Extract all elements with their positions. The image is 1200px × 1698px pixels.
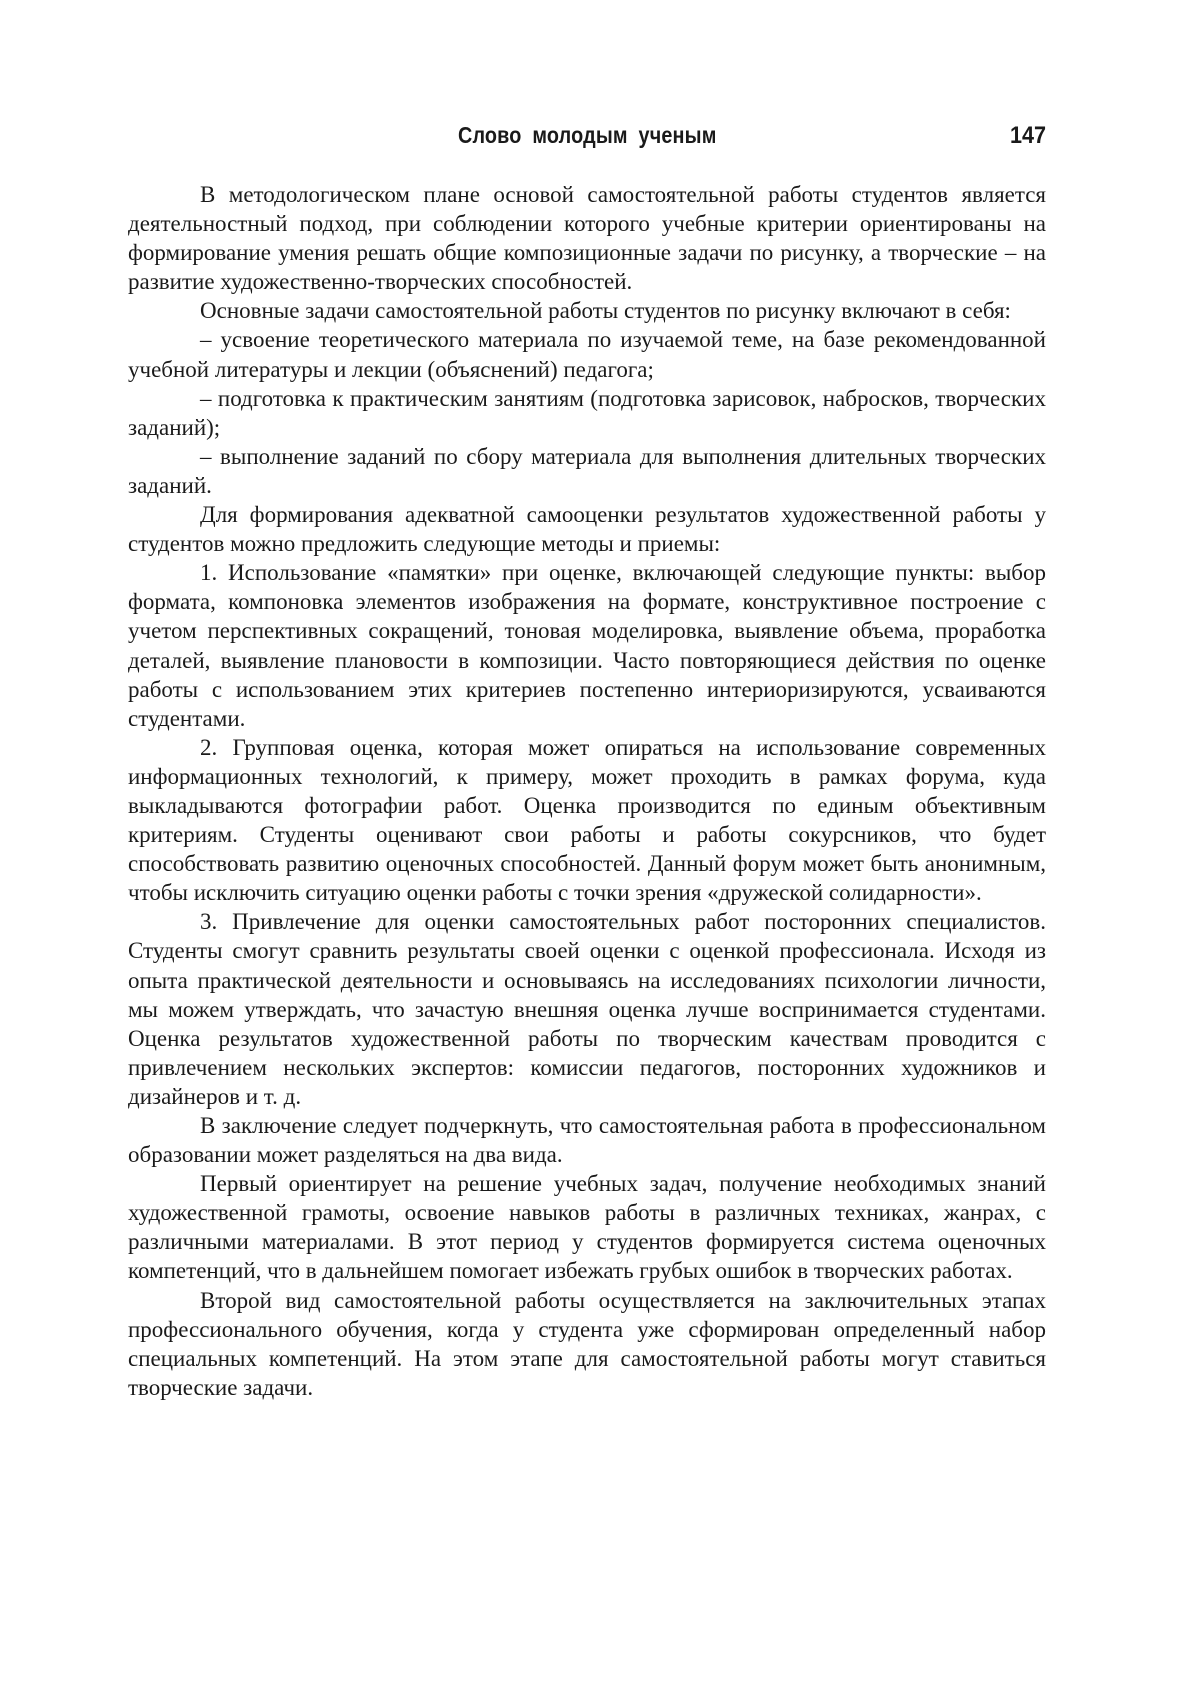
numbered-item: 1. Использование «памятки» при оценке, включающей следующие пункты: выбор формата, компоновка элементов изображения на формате, конструктивное построение с учетом перспективных сокращений, тоновая моделировка, выявление объема, проработка деталей, выявление плановости в композиции. Часто повторяющиеся действия по оценке работы с использованием этих критериев постепенно интериоризируются, усваиваются студентами. [128, 560, 1046, 731]
page-number: 147 [1009, 122, 1046, 149]
paragraph: Первый ориентирует на решение учебных задач, получение необходимых знаний художественной грамоты, освоение навыков работы в различных техниках, жанрах, с различными материалами. В этот период у студентов формируется система оценочных компетенций, что в дальнейшем помогает избежать грубых ошибок в творческих работах. [128, 1171, 1046, 1284]
numbered-item: 2. Групповая оценка, которая может опираться на использование современных информационных технологий, к примеру, может проходить в рамках форума, куда выкладываются фотографии работ. Оценка производится по единым объективным критериям. Студенты оценивают свои работы и работы сокурсников, что будет способствовать развитию оценочных способностей. Данный форум может быть анонимным, чтобы исключить ситуацию оценки работы с точки зрения «дружеской солидарности». [128, 734, 1046, 906]
section-title: Слово молодым ученым [458, 122, 717, 148]
paragraph: Второй вид самостоятельной работы осуществляется на заключительных этапах профессионального обучения, когда у студента уже сформирован определенный набор специальных компетенций. На этом этапе для самостоятельной работы могут ставиться творческие задачи. [128, 1287, 1046, 1400]
paragraph: В заключение следует подчеркнуть, что самостоятельная работа в профессиональном образовании может разделяться на два вида. [128, 1113, 1046, 1168]
article-body [128, 180, 1046, 1402]
numbered-item: 3. Привлечение для оценки самостоятельных работ посторонних специалистов. Студенты смогут сравнить результаты своей оценки с оценкой профессионала. Исходя из опыта практической деятельности и основываясь на исследованиях психологии личности, мы можем утверждать, что зачастую внешняя оценка лучше воспринимается студентами. Оценка результатов художественной работы по творческим качествам проводится с привлечением нескольких экспертов: комиссии педагогов, посторонних художников и дизайнеров и т. д. [128, 909, 1046, 1109]
list-item: – выполнение заданий по сбору материала для выполнения длительных творческих заданий. [128, 443, 1046, 498]
paragraph: В методологическом плане основой самостоятельной работы студентов является деятельностный подход, при соблюдении которого учебные критерии ориентированы на формирование умения решать общие композиционные задачи по рисунку, а творческие – на развитие художественно-творческих способностей. [128, 182, 1046, 295]
list-item: – подготовка к практическим занятиям (подготовка зарисовок, набросков, творческих заданий); [128, 385, 1046, 440]
list-item: – усвоение теоретического материала по изучаемой теме, на базе рекомендованной учебной литературы и лекции (объяснений) педагога; [128, 327, 1046, 382]
running-header [128, 122, 1046, 158]
paragraph: Основные задачи самостоятельной работы студентов по рисунку включают в себя: [200, 298, 1011, 324]
paragraph: Для формирования адекватной самооценки результатов художественной работы у студентов можно предложить следующие методы и приемы: [128, 502, 1046, 557]
